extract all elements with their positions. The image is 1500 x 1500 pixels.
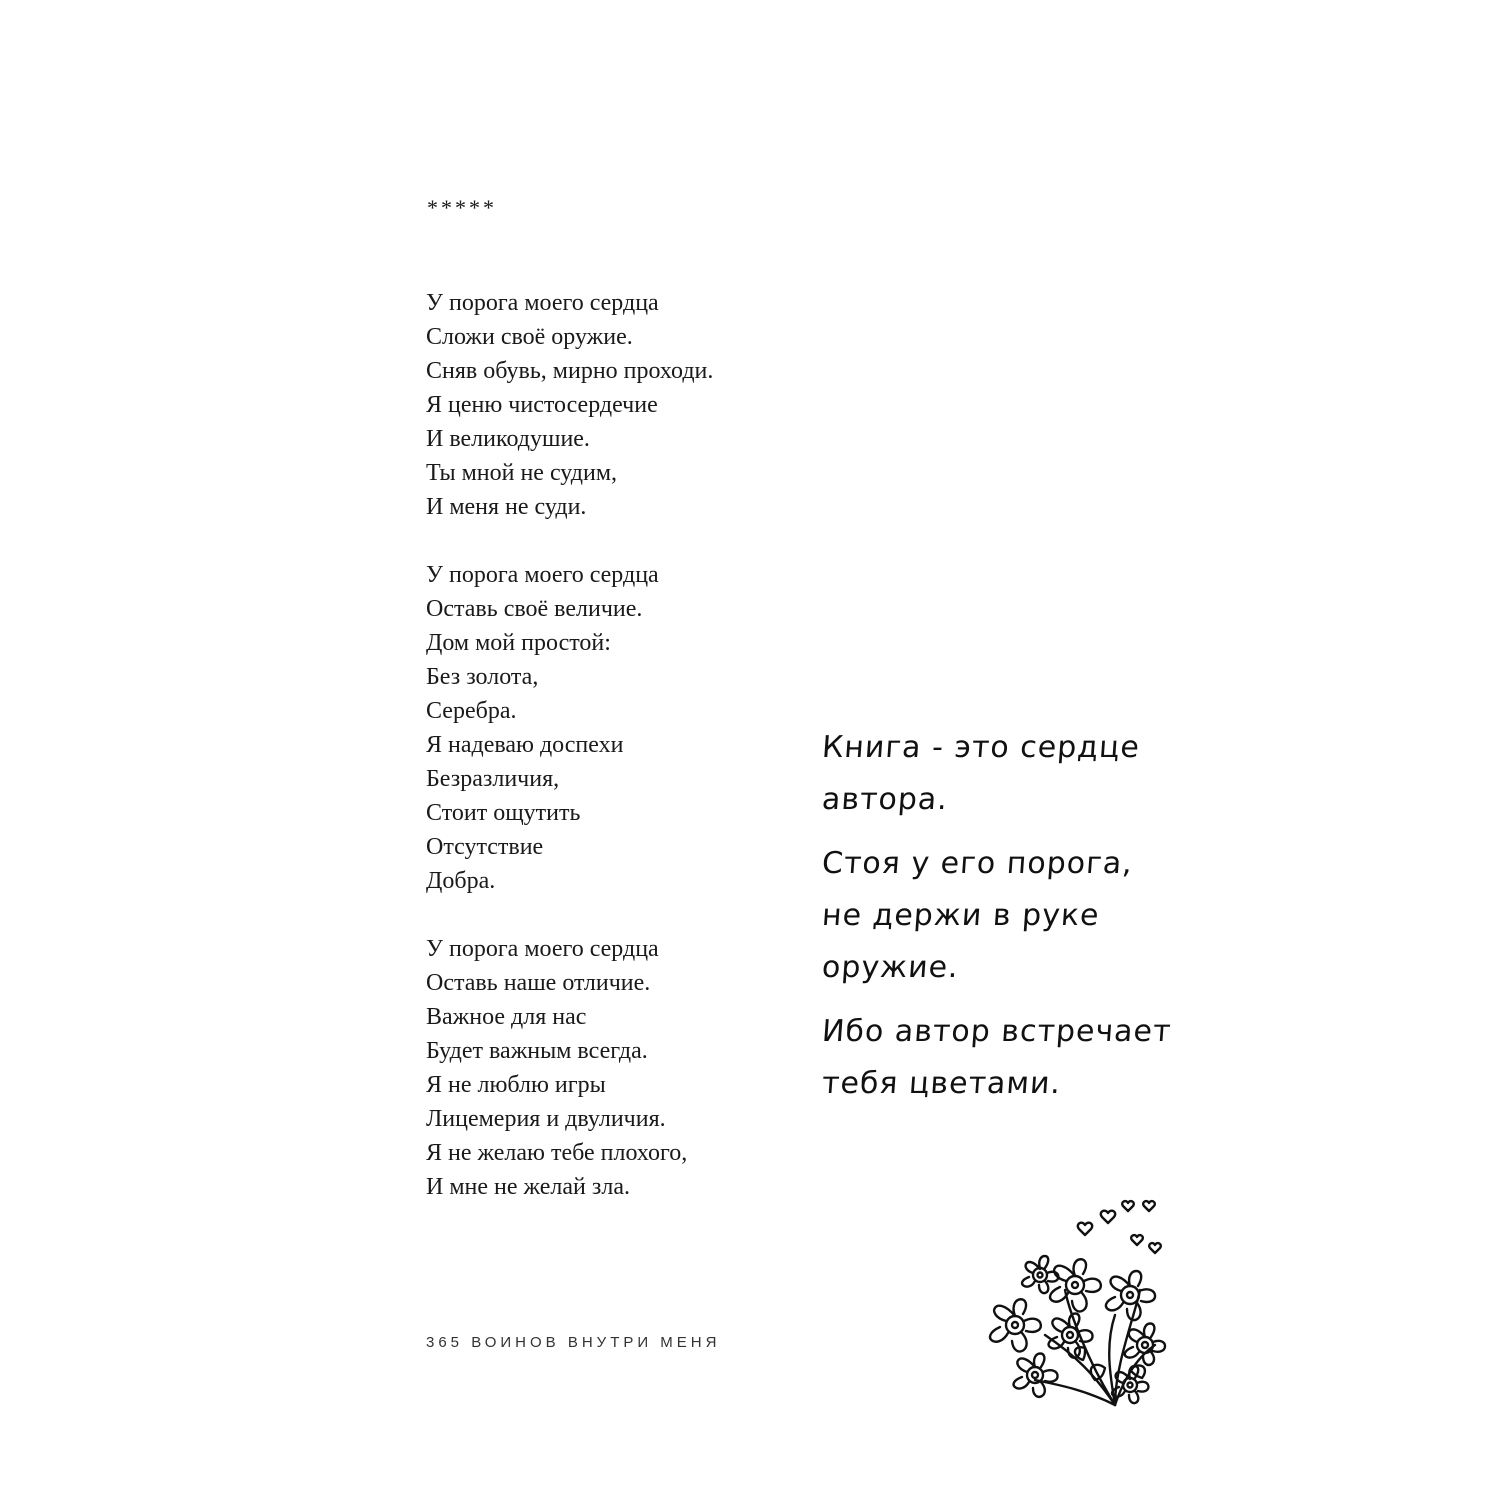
flower-icon [1050, 1259, 1101, 1311]
note-line: Ибо автор встречает [820, 1014, 1173, 1049]
note-paragraph-2 [822, 838, 1222, 994]
poem-line: Я надеваю доспехи [426, 732, 624, 758]
heart-icon [1078, 1223, 1092, 1235]
poem-line: И меня не суди. [426, 494, 587, 520]
handwritten-note [822, 722, 1222, 1122]
poem-line: У порога моего сердца [426, 562, 659, 588]
poem-line: Ты мной не судим, [426, 460, 618, 486]
stanza-1 [426, 286, 846, 524]
flower-bouquet-icon [965, 1195, 1175, 1415]
flower-icon [990, 1299, 1041, 1351]
poem-line: Отсутствие [426, 834, 544, 860]
heart-icon [1101, 1211, 1115, 1223]
poem-line: Без золота, [426, 664, 539, 690]
poem-line: Сложи своё оружие. [426, 324, 633, 350]
poem-line: И мне не желай зла. [426, 1174, 631, 1200]
note-line: автора. [820, 782, 950, 817]
heart-icon [1149, 1243, 1161, 1253]
poem-line: Лицемерия и двуличия. [426, 1106, 666, 1132]
stanza-2 [426, 558, 846, 898]
running-footer-title: 365 ВОИНОВ ВНУТРИ МЕНЯ [426, 1334, 721, 1351]
heart-icon [1131, 1235, 1143, 1245]
heart-icon [1143, 1201, 1155, 1211]
poem-line: И великодушие. [426, 426, 590, 452]
poem-line: Дом мой простой: [426, 630, 611, 656]
section-separator: ***** [427, 195, 497, 220]
note-paragraph-1 [822, 722, 1222, 826]
note-line: Книга - это сердце [820, 730, 1142, 765]
poem-line: Оставь своё величие. [426, 596, 643, 622]
poem-line: Безразличия, [426, 766, 560, 792]
note-line: Стоя у его порога, [820, 846, 1135, 881]
note-paragraph-3 [822, 1006, 1222, 1110]
poem-line: Важное для нас [426, 1004, 587, 1030]
note-line: тебя цветами. [820, 1066, 1063, 1101]
poem-line: У порога моего сердца [426, 290, 659, 316]
poem-line: Будет важным всегда. [426, 1038, 648, 1064]
poem-line: Я не желаю тебе плохого, [426, 1140, 688, 1166]
flower-icon [1014, 1354, 1058, 1397]
poem-line: Стоит ощутить [426, 800, 581, 826]
poem-line: Серебра. [426, 698, 517, 724]
poem-line: Я ценю чистосердечие [426, 392, 658, 418]
flower-icon [1022, 1256, 1058, 1293]
poem [426, 286, 846, 1238]
poem-line: Я не люблю игры [426, 1072, 606, 1098]
stanza-3 [426, 932, 846, 1204]
flower-icon [1125, 1324, 1165, 1365]
note-line: оружие. [820, 950, 960, 985]
poem-line: Добра. [426, 868, 496, 894]
poem-line: У порога моего сердца [426, 936, 659, 962]
poem-line: Сняв обувь, мирно проходи. [426, 358, 714, 384]
poem-line: Оставь наше отличие. [426, 970, 651, 996]
heart-icon [1122, 1201, 1134, 1211]
flower-icon [1106, 1271, 1155, 1320]
note-line: не держи в руке [820, 898, 1101, 933]
